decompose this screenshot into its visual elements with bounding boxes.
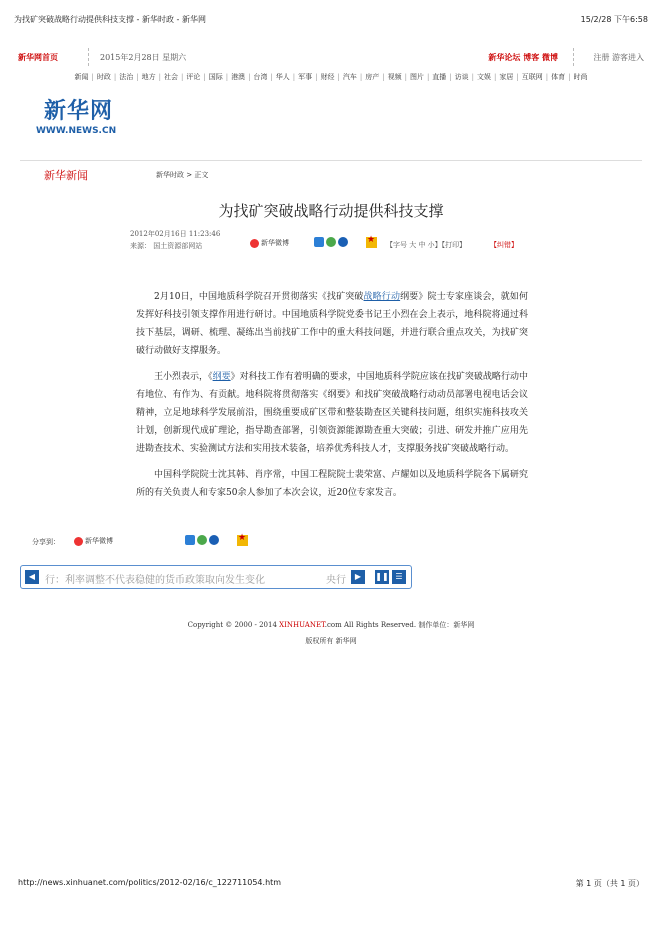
article-title: 为找矿突破战略行动提供科技支撑 [218,202,444,220]
nav-separator: | [180,73,184,81]
qzone-icon[interactable] [185,535,195,545]
nav-separator: | [203,73,206,81]
inline-link[interactable]: 战略行动 [363,292,401,302]
home-link[interactable]: 新华网首页 [18,52,58,62]
nav-separator: | [225,73,229,81]
star-icon [237,535,248,546]
print-header [14,14,648,28]
nav-separator: | [426,73,430,81]
print-page-title: 为找矿突破战略行动提供科技支撑 - 新华时政 - 新华网 [14,15,206,24]
nav-separator: | [516,73,519,81]
paragraph: 中国科学院院士沈其韩、肖序常，中国工程院院士裴荣富、卢耀如以及地质科学院各下属研究所的有关负责人和专家50余人参加了本次会议，近20位专家发言。 [136,470,528,498]
ticker-headline-next[interactable]: 央行 [326,575,346,586]
weibo-share-button[interactable] [250,238,289,248]
channel-nav-item[interactable]: 财经 [320,73,335,81]
top-bar [18,48,644,68]
divider [88,48,89,66]
favorite-button[interactable] [237,535,248,546]
channel-nav-item[interactable]: 法治 [119,73,134,81]
channel-nav-item[interactable]: 互联网 [521,73,543,81]
publish-time: 2012年02月16日 11:23:46 [130,230,221,238]
nav-separator: | [545,73,549,81]
channel-nav-item[interactable]: 时尚 [573,73,588,81]
community-links[interactable]: 新华论坛 博客 微博 [488,52,558,62]
nav-separator: | [292,73,296,81]
page-number: 第 1 页（共 1 页） [575,879,644,888]
channel-nav-item[interactable]: 房产 [365,73,380,81]
channel-nav-item[interactable]: 港澳 [231,73,246,81]
nav-separator: | [136,73,139,81]
page-url: http://news.xinhuanet.com/politics/2012-02/16/c_122711054.htm [18,878,282,887]
site-footer [0,620,662,646]
channel-nav-item[interactable]: 汽车 [342,73,357,81]
copyright: Copyright © 2000 - 2014 XINHUANET.com All Rights Reserved. 制作单位：新华网 [187,621,475,629]
channel-nav-item[interactable]: 体育 [551,73,566,81]
weibo-label: 新华微博 [85,537,113,545]
renren-icon[interactable] [197,535,207,545]
people-icon[interactable] [338,237,348,247]
star-icon [366,237,377,248]
pause-icon[interactable]: ❚❚ [375,570,389,584]
weibo-label: 新华微博 [261,239,289,247]
ticker-headline[interactable]: 行：利率调整不代表稳健的货币政策取向发生变化 [45,575,265,586]
current-date: 2015年2月28日 星期六 [100,53,187,62]
weibo-icon [74,537,83,546]
section-bar [20,160,642,184]
channel-nav [0,72,662,82]
channel-nav-item[interactable]: 图片 [409,73,424,81]
channel-nav-item[interactable]: 地方 [141,73,156,81]
logo-text-en: WWW.NEWS.CN [36,126,117,136]
people-icon[interactable] [209,535,219,545]
channel-nav-item[interactable]: 国际 [208,73,223,81]
nav-separator: | [248,73,251,81]
channel-nav-item[interactable]: 文娱 [477,73,492,81]
rights-reserved: 版权所有 新华网 [305,637,357,645]
article-body [136,288,528,510]
channel-nav-item[interactable]: 直播 [432,73,447,81]
login-links[interactable]: 注册 游客进入 [593,53,644,62]
print-footer [18,878,644,892]
nav-separator: | [494,73,497,81]
nav-separator: | [113,73,117,81]
nav-separator: | [382,73,385,81]
nav-separator: | [568,73,571,81]
breadcrumb[interactable]: 新华时政 > 正文 [156,171,209,179]
nav-separator: | [315,73,318,81]
share-label: 分享到： [32,538,60,546]
channel-nav-item[interactable]: 军事 [298,73,313,81]
renren-icon[interactable] [326,237,336,247]
logo-text-cn: 新华网 [44,99,114,124]
nav-separator: | [270,73,273,81]
nav-separator: | [359,73,363,81]
font-size-tools[interactable]: 【字号 大 中 小】【打印】 [386,241,467,249]
channel-nav-item[interactable]: 访谈 [454,73,469,81]
related-news-ticker [20,565,412,589]
channel-nav-item[interactable]: 社会 [163,73,178,81]
channel-nav-item[interactable]: 评论 [186,73,201,81]
weibo-share-button[interactable] [74,536,113,546]
channel-nav-item[interactable]: 华人 [275,73,290,81]
next-arrow-icon[interactable]: ▶ [351,570,365,584]
channel-nav-item[interactable]: 家居 [499,73,514,81]
favorite-button[interactable] [366,237,377,248]
share-icons [185,535,221,545]
prev-arrow-icon[interactable]: ◀ [25,570,39,584]
brand-link[interactable]: XINHUANET [279,621,325,629]
channel-nav-item[interactable]: 新闻 [74,73,89,81]
channel-nav-item[interactable]: 视频 [387,73,402,81]
paragraph: 王小烈表示，《纲要》对科技工作有着明确的要求，中国地质科学院应该在找矿突破战略行动中有地位、有作为、有贡献。地科院将贯彻落实《纲要》和找矿突破战略行动动员部署电视电话会议精神，立足地球科学发展前沿，围绕重要成矿区带和整装勘查区关键科技问题，组织实施科技攻关计划，创新现代成矿理论，指导勘查部署，引领资源能源勘查重大突破；引进、研发并推广应用先进勘查技术、实验测试方法和实用技术装备，培养优秀科技人才，支撑服务找矿突破战略行动。 [136,372,528,454]
nav-separator: | [404,73,407,81]
column-name[interactable]: 新华新闻 [44,169,88,182]
channel-nav-item[interactable]: 台湾 [253,73,268,81]
share-icons [314,237,350,247]
correction-link[interactable]: 【纠错】 [490,241,518,249]
paragraph: 2月10日，中国地质科学院召开贯彻落实《找矿突破战略行动纲要》院士专家座谈会，就如何发挥好科技引领支撑作用进行研讨。中国地质科学院党委书记王小烈在会上表示，地科院将通过科技下基层，调研、梳理、凝练出当前找矿工作中的重大科技问题，并进行联合重点攻关，为找矿突破行动做好支撑服务。 [136,292,528,356]
nav-separator: | [158,73,161,81]
qzone-icon[interactable] [314,237,324,247]
weibo-icon [250,239,259,248]
nav-separator: | [449,73,452,81]
list-icon[interactable]: ☰ [392,570,406,584]
site-logo[interactable] [36,100,126,140]
print-datetime: 15/2/28 下午6:58 [580,15,648,24]
nav-separator: | [91,73,94,81]
nav-separator: | [471,73,475,81]
channel-nav-item[interactable]: 时政 [96,73,111,81]
divider [573,48,574,66]
nav-separator: | [337,73,340,81]
inline-link[interactable]: 纲要 [212,372,231,382]
article-source: 来源： 国土资源部网站 [130,242,203,250]
